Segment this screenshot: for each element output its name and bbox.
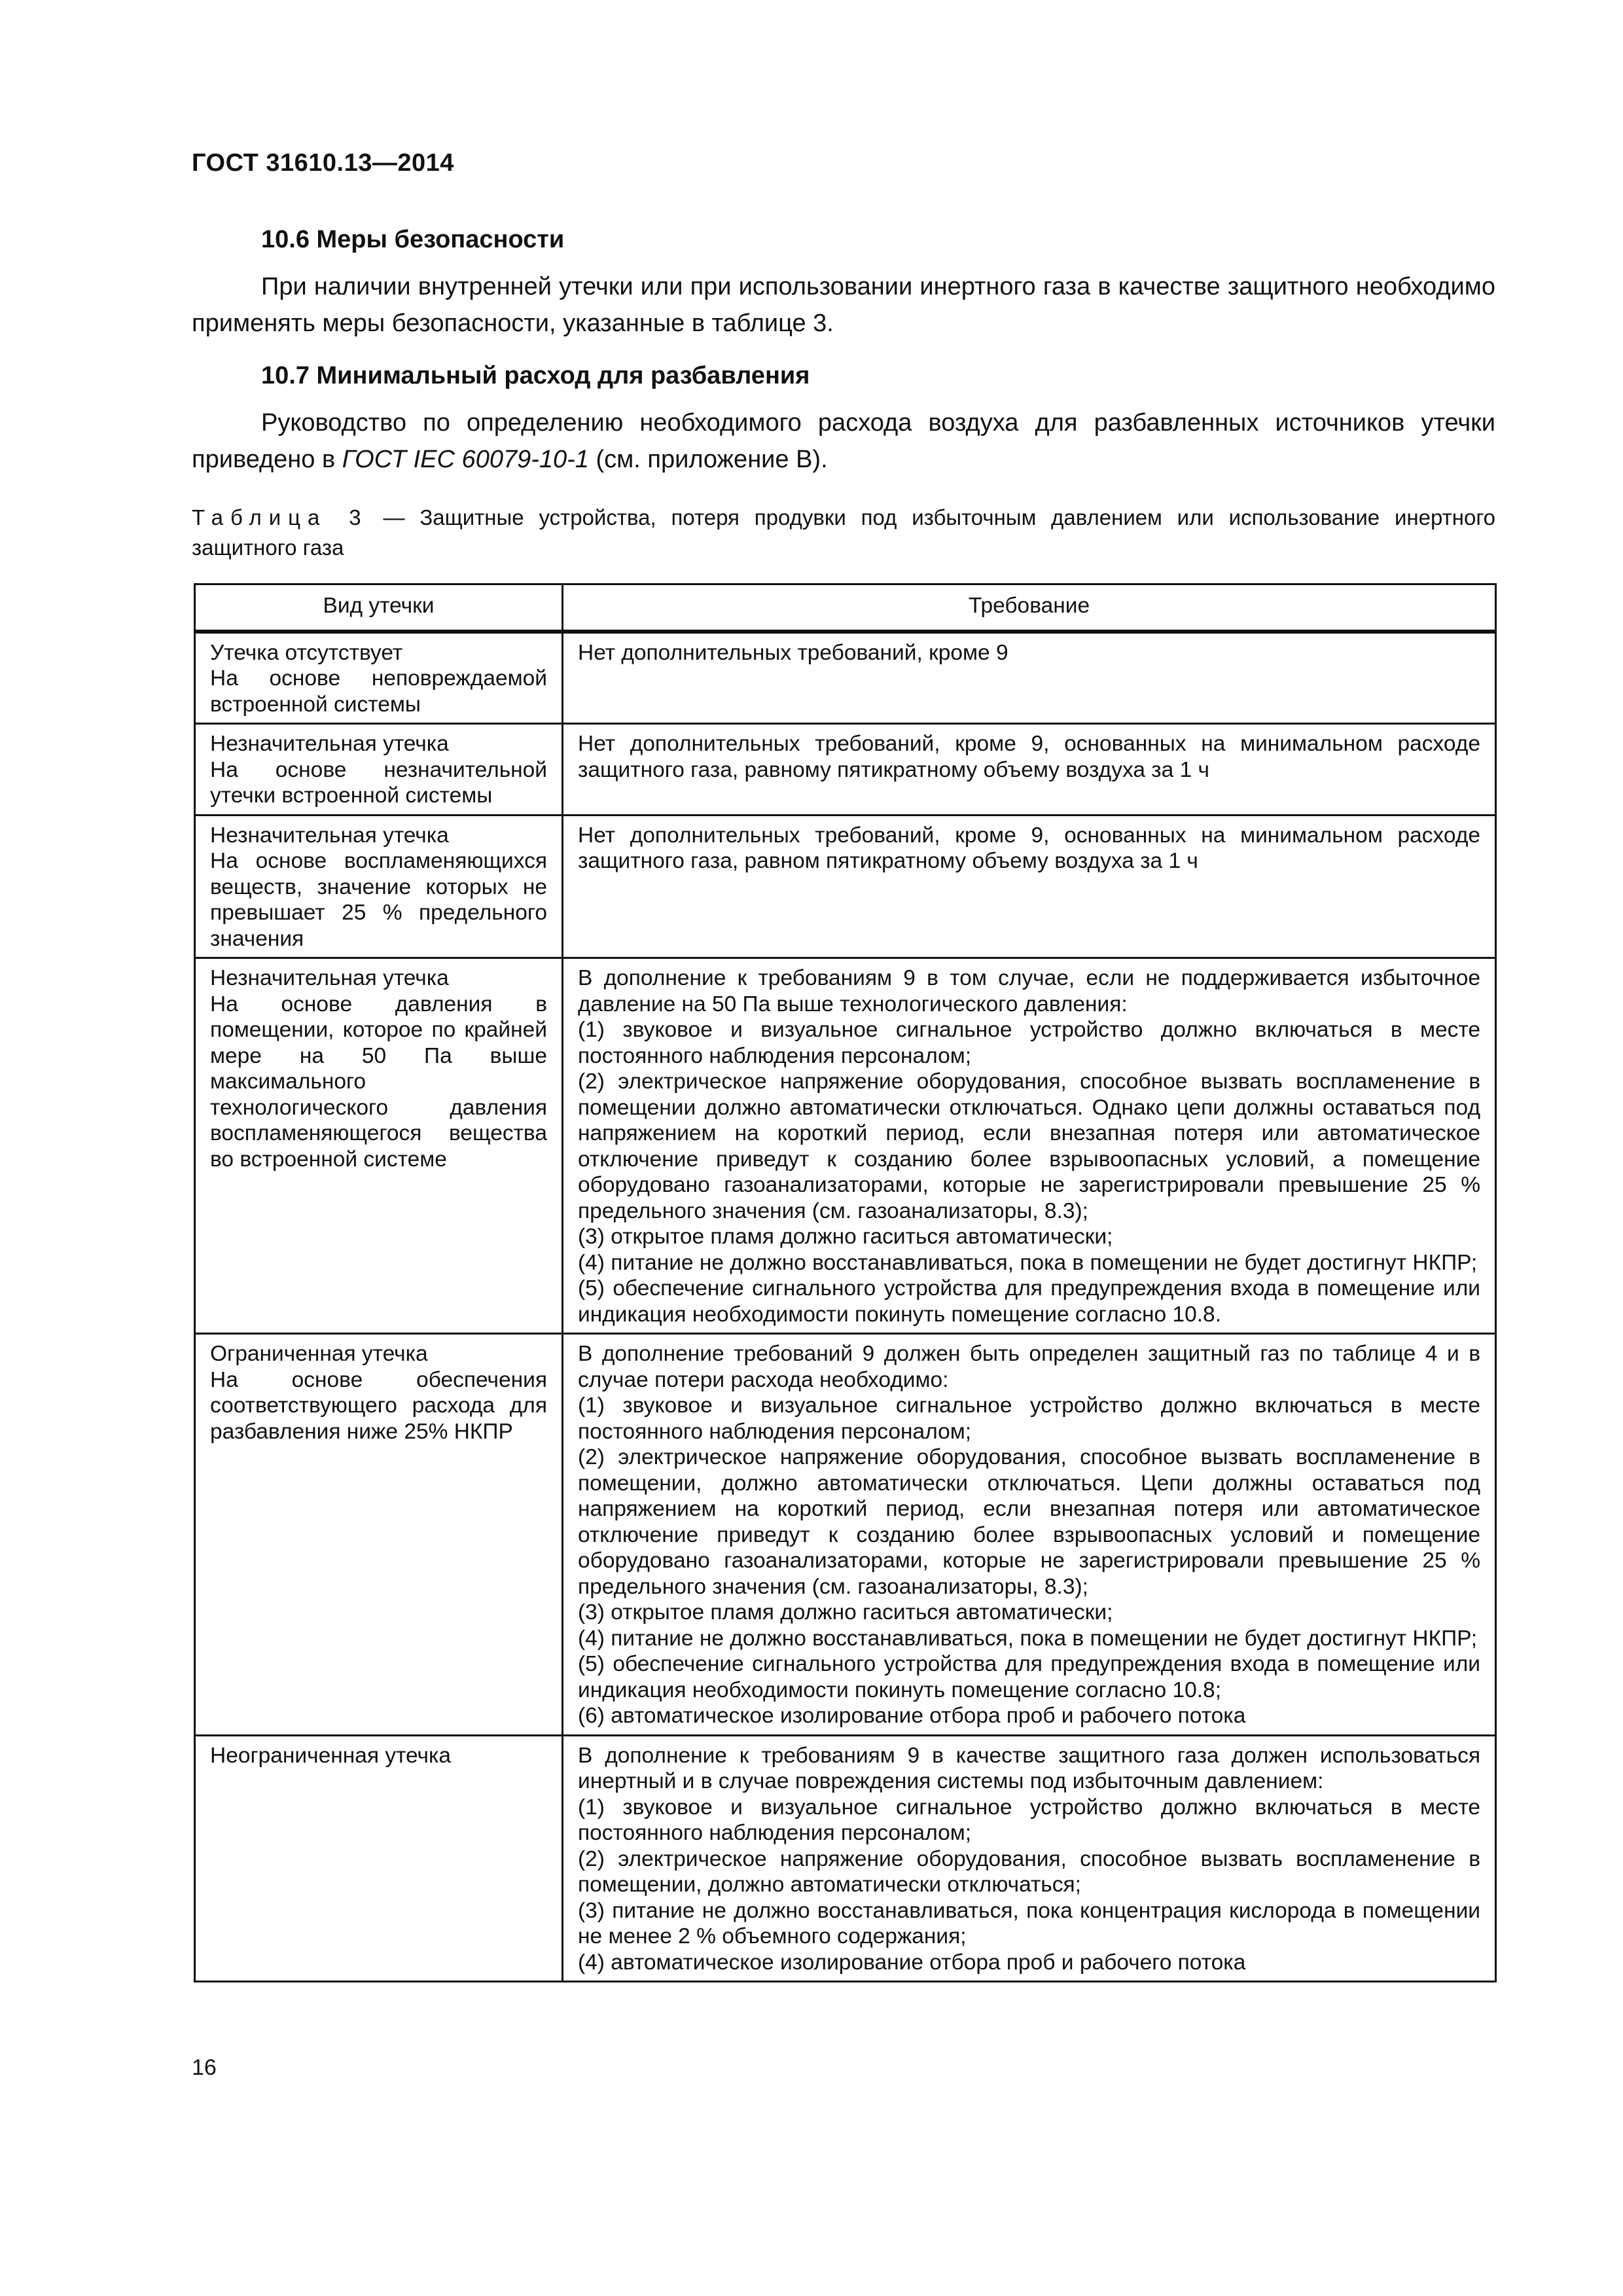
leak-type-cell	[195, 958, 563, 1334]
requirement-cell	[563, 724, 1496, 816]
leak-type-cell	[195, 1735, 563, 1982]
requirement-item: (2) электрическое напряжение оборудования, способное вызвать воспламенение в помещении, должно автоматически отключаться;	[578, 1846, 1480, 1897]
leak-type-basis: На основе давления в помещении, которое по крайней мере на 50 Па выше максимального технологического давления воспламеняющегося вещества во встроенной системе	[210, 992, 547, 1172]
header-leak-type: Вид утечки	[195, 584, 563, 632]
requirement-item: (1) звуковое и визуальное сигнальное устройство должно включаться в месте постоянного наблюдения персоналом;	[578, 1018, 1480, 1068]
section-10-7-text-after: (см. приложение В).	[588, 446, 828, 473]
requirement-item: (4) питание не должно восстанавливаться, пока в помещении не будет достигнут НКПР;	[578, 1250, 1478, 1275]
leak-type-cell	[195, 1334, 563, 1736]
leak-type-basis: На основе обеспечения соответствующего расхода для разбавления ниже 25% НКПР	[210, 1367, 547, 1444]
requirement-cell	[563, 1334, 1496, 1736]
table-row	[195, 724, 1496, 816]
requirement-item: (1) звуковое и визуальное сигнальное устройство должно включаться в месте постоянного наблюдения персоналом;	[578, 1795, 1480, 1845]
standard-header: ГОСТ 31610.13—2014	[192, 149, 454, 177]
table-caption	[192, 503, 1495, 563]
requirement-intro: В дополнение к требованиям 9 в том случае, если не поддерживается избыточное давление на 50 Па выше технологического давления:	[578, 966, 1480, 1016]
leak-type-title: Незначительная утечка	[210, 732, 449, 756]
leak-type-cell	[195, 724, 563, 816]
requirements-table	[194, 583, 1497, 1982]
requirement-item: (1) звуковое и визуальное сигнальное устройство должно включаться в месте постоянного наблюдения персоналом;	[578, 1393, 1480, 1444]
requirement-item: (2) электрическое напряжение оборудования, способное вызвать воспламенение в помещении должно автоматически отключаться. Однако цепи должны оставаться под напряжением на короткий период, если внезапная потеря или автоматическое отключение приведут к созданию более взрывоопасных условий, а помещение оборудовано газоанализаторами, которые не зарегистрировали превышение 25 % предельного значения (см. газоанализаторы, 8.3);	[578, 1069, 1480, 1223]
requirement-cell	[563, 1735, 1496, 1982]
requirement-intro: Нет дополнительных требований, кроме 9, основанных на минимальном расходе защитного газа, равному пятикратному объему воздуха за 1 ч	[578, 732, 1480, 782]
section-10-6-text: При наличии внутренней утечки или при использовании инертного газа в качестве защитного необходимо применять меры безопасности, указанные в таблице 3.	[192, 273, 1495, 337]
table-header-row	[195, 584, 1496, 632]
table-row	[195, 1735, 1496, 1982]
requirement-item: (4) питание не должно восстанавливаться, пока в помещении не будет достигнут НКПР;	[578, 1626, 1478, 1651]
table-body	[195, 632, 1496, 1982]
leak-type-title: Неограниченная утечка	[210, 1743, 452, 1768]
leak-type-cell	[195, 815, 563, 958]
leak-type-title: Незначительная утечка	[210, 823, 449, 848]
leak-type-basis: На основе незначительной утечки встроенной системы	[210, 757, 547, 808]
section-10-7-text	[192, 404, 1495, 478]
requirement-cell	[563, 632, 1496, 724]
header-requirement: Требование	[563, 584, 1496, 632]
requirement-item: (4) автоматическое изолирование отбора проб и рабочего потока	[578, 1950, 1246, 1975]
requirement-cell	[563, 958, 1496, 1334]
table-row	[195, 815, 1496, 958]
requirement-item: (3) открытое пламя должно гаситься автоматически;	[578, 1225, 1113, 1249]
section-10-7	[192, 362, 1495, 478]
section-10-7-text-before: Руководство по определению необходимого расхода воздуха для разбавленных источников утечки приведено в	[192, 409, 1495, 473]
table-row	[195, 958, 1496, 1334]
requirement-item: (5) обеспечение сигнального устройства для предупреждения входа в помещение или индикация необходимости покинуть помещение согласно 10.8;	[578, 1652, 1480, 1702]
leak-type-cell	[195, 632, 563, 724]
requirement-intro: Нет дополнительных требований, кроме 9, основанных на минимальном расходе защитного газа, равном пятикратному объему воздуха за 1 ч	[578, 823, 1480, 873]
table-row	[195, 1334, 1496, 1736]
requirement-cell	[563, 815, 1496, 958]
leak-type-title: Незначительная утечка	[210, 966, 449, 990]
requirement-intro: В дополнение требований 9 должен быть определен защитный газ по таблице 4 и в случае потери расхода необходимо:	[578, 1342, 1480, 1392]
section-10-7-title: 10.7 Минимальный расход для разбавления	[261, 362, 810, 389]
section-10-6	[192, 226, 1495, 342]
table-caption-label: Таблица 3	[192, 505, 368, 529]
requirement-item: (2) электрическое напряжение оборудования, способное вызвать воспламенение в помещении, должно автоматически отключаться. Цепи должны оставаться под напряжением на короткий период, если внезапная потеря или автоматическое отключение приведут к созданию более взрывоопасных условий и помещение оборудовано газоанализаторами, которые не зарегистрировали превышение 25 % предельного значения (см. газоанализаторы, 8.3);	[578, 1445, 1480, 1599]
requirement-item: (6) автоматическое изолирование отбора проб и рабочего потока	[578, 1704, 1246, 1728]
requirement-intro: Нет дополнительных требований, кроме 9	[578, 640, 1008, 665]
table-row	[195, 632, 1496, 724]
requirement-item: (3) открытое пламя должно гаситься автоматически;	[578, 1600, 1113, 1624]
requirement-item: (3) питание не должно восстанавливаться, пока концентрация кислорода в помещении не менее 2 % объемного содержания;	[578, 1898, 1480, 1948]
leak-type-basis: На основе воспламеняющихся веществ, значение которых не превышает 25 % предельного значения	[210, 849, 547, 951]
page-number: 16	[192, 2055, 217, 2080]
requirement-intro: В дополнение к требованиям 9 в качестве защитного газа должен использоваться инертный и в случае повреждения системы под избыточным давлением:	[578, 1743, 1480, 1793]
leak-type-title: Утечка отсутствует	[210, 640, 403, 665]
leak-type-title: Ограниченная утечка	[210, 1342, 428, 1366]
leak-type-basis: На основе неповреждаемой встроенной системы	[210, 666, 547, 717]
section-10-6-title: 10.6 Меры безопасности	[261, 226, 565, 253]
table-caption-text: — Защитные устройства, потеря продувки под избыточным давлением или использование инертного защитного газа	[192, 505, 1495, 560]
requirement-item: (5) обеспечение сигнального устройства для предупреждения входа в помещение или индикация необходимости покинуть помещение согласно 10.8.	[578, 1276, 1480, 1327]
standard-reference-link: ГОСТ IEC 60079-10-1	[342, 446, 589, 473]
